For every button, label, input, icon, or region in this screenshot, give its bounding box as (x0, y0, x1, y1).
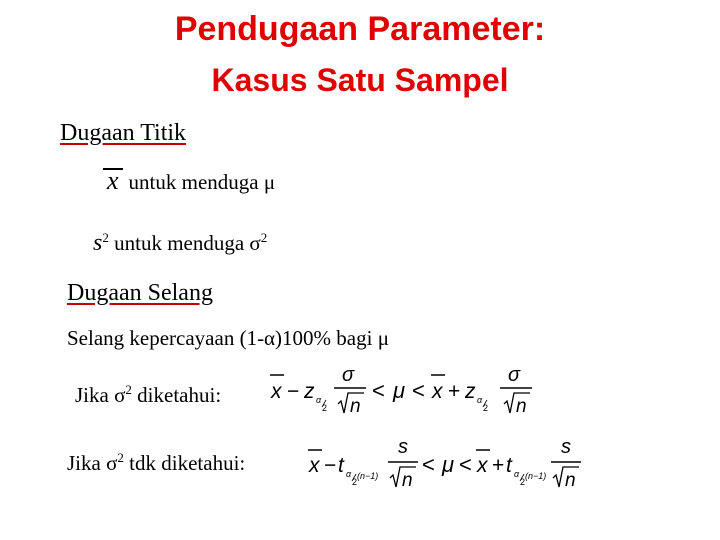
svg-text:σ: σ (508, 364, 521, 386)
svg-text:α: α (346, 469, 352, 479)
sigma-unknown-label: Jika $\sigma^2$ tdk diketahui: (67, 450, 246, 475)
svg-text:s: s (561, 436, 571, 458)
xbar-symbol: x (103, 168, 123, 192)
s2-estimator-text: untuk menduga σ (114, 231, 261, 255)
svg-text:μ: μ (393, 378, 406, 403)
s2-estimator-line (93, 230, 267, 257)
svg-text:n: n (565, 470, 576, 491)
svg-text:x: x (309, 454, 320, 477)
svg-text:μ: μ (442, 452, 455, 477)
svg-text:2: 2 (483, 403, 489, 413)
svg-text:<: < (372, 378, 385, 403)
sigma-square-superscript: 2 (260, 230, 268, 245)
svg-text:−: − (324, 454, 337, 477)
sigma-known-label: Jika $\sigma^2$ diketahui: (75, 382, 222, 407)
svg-text:s: s (398, 436, 408, 458)
svg-text:−: − (287, 380, 300, 403)
svg-text:+: + (492, 454, 505, 477)
svg-text:<: < (412, 378, 425, 403)
svg-text:2: 2 (352, 477, 358, 487)
svg-text:t: t (506, 454, 512, 477)
xbar-estimator-line (103, 168, 275, 195)
xbar-estimator-text: untuk menduga μ (128, 170, 276, 194)
confidence-interval-text: Selang kepercayaan (1-α)100% bagi μ (67, 326, 389, 350)
svg-text:z: z (304, 380, 315, 403)
known-superscript: 2 (125, 382, 132, 397)
svg-text:σ: σ (342, 364, 355, 386)
svg-text:(n−1): (n−1) (357, 471, 379, 481)
svg-text:n: n (516, 396, 527, 417)
unknown-superscript: 2 (117, 450, 124, 465)
svg-text:x: x (271, 380, 282, 403)
z-interval-formula (268, 360, 548, 426)
svg-text:<: < (422, 452, 435, 477)
svg-text:α: α (514, 469, 520, 479)
svg-text:t: t (338, 454, 344, 477)
s-square-superscript: 2 (102, 230, 109, 245)
slide-subtitle: Kasus Satu Sampel (211, 62, 509, 98)
slide-title: Pendugaan Parameter: (174, 10, 546, 48)
s-symbol: s (93, 230, 103, 256)
svg-text:α: α (477, 395, 483, 405)
interval-estimate-heading: Dugaan Selang (67, 280, 213, 306)
svg-text:2: 2 (520, 477, 526, 487)
svg-text:2: 2 (322, 403, 328, 413)
svg-text:(n−1): (n−1) (525, 471, 547, 481)
svg-text:α: α (316, 395, 322, 405)
point-estimate-heading: Dugaan Titik (60, 120, 187, 146)
svg-text:+: + (448, 380, 461, 403)
svg-text:z: z (465, 380, 476, 403)
t-interval-formula (306, 432, 596, 502)
svg-text:x: x (477, 454, 488, 477)
svg-text:n: n (402, 470, 413, 491)
svg-text:<: < (459, 452, 472, 477)
svg-text:n: n (350, 396, 361, 417)
svg-text:x: x (432, 380, 443, 403)
